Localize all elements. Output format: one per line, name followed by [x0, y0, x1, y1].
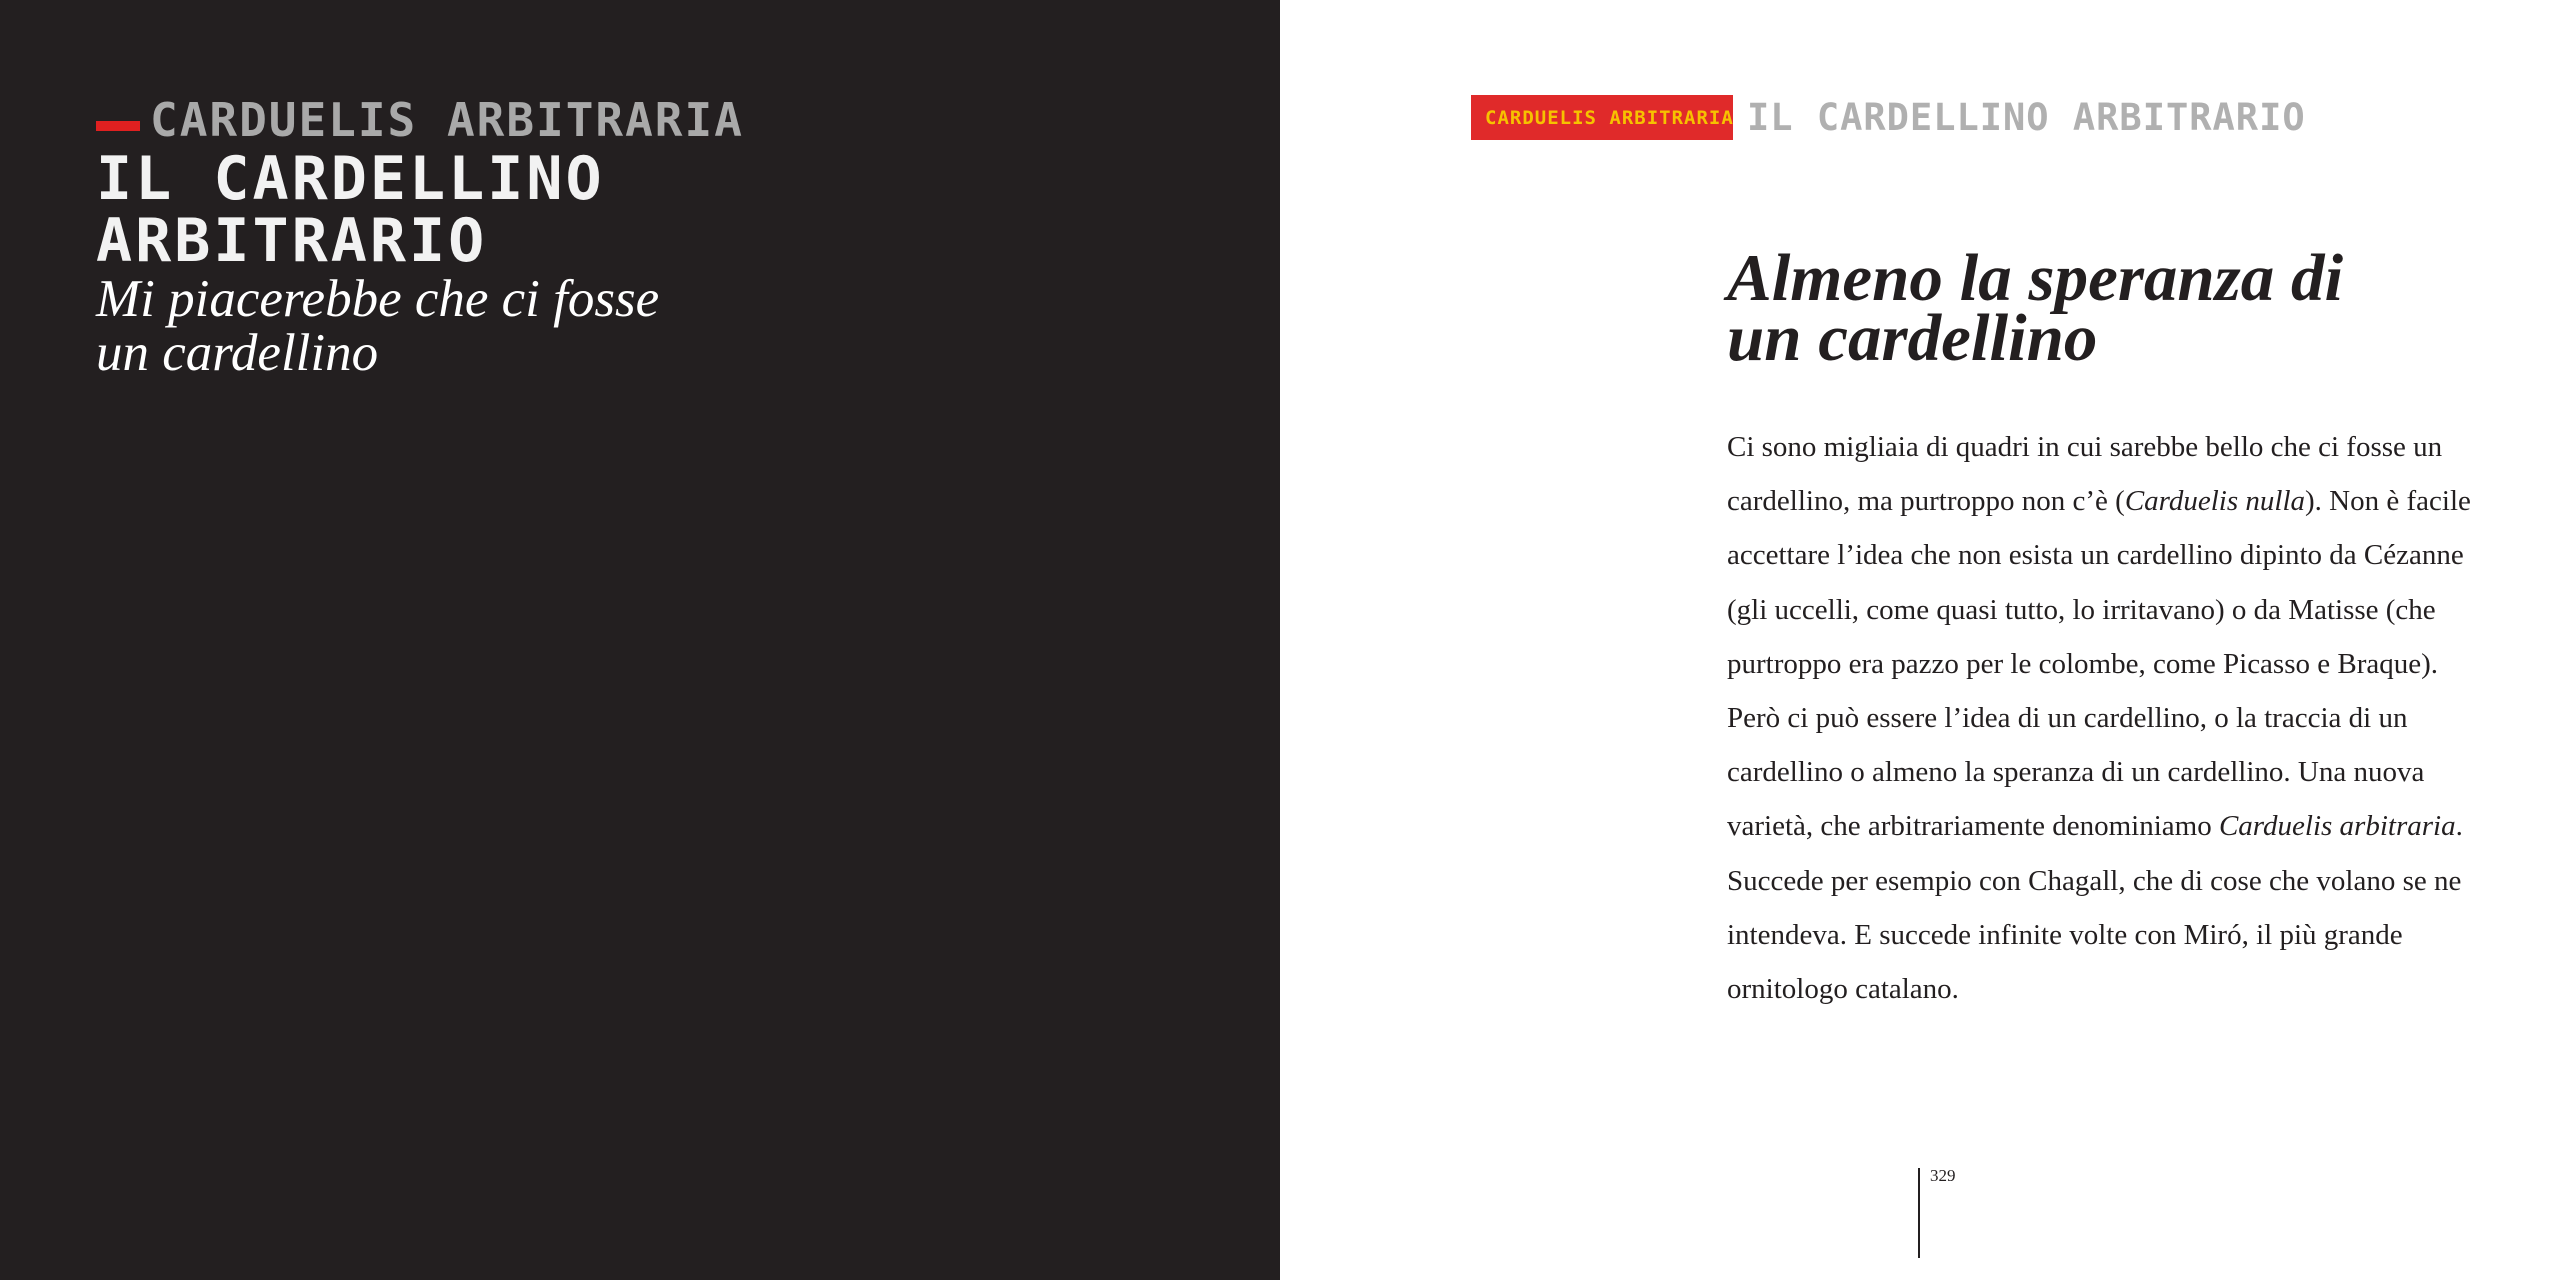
page-number: 329	[1930, 1166, 1956, 1185]
right-page	[1280, 0, 2560, 1280]
species-row	[96, 92, 744, 148]
article-body	[1727, 420, 2497, 1016]
article	[1727, 241, 2497, 1016]
article-title: Almeno la speranza di un cardellino	[1727, 241, 2344, 375]
body-run-italic: Carduelis arbitraria	[2218, 810, 2456, 843]
species-latin-name: CARDUELIS ARBITRARIA	[150, 93, 744, 147]
body-run: . Succede per esempio con Chagall, che di cose che volano se ne intendeva. E succede infinite volte con Miró, il più grande ornitologo catalano.	[1727, 810, 2463, 1006]
page-number-rule	[1918, 1168, 1920, 1258]
chapter-title: IL CARDELLINO ARBITRARIO	[96, 144, 605, 276]
running-head	[1471, 95, 2306, 140]
running-head-tag: CARDUELIS ARBITRARIA	[1471, 95, 1733, 140]
chapter-subtitle: Mi piacerebbe che ci fosse un cardellino	[96, 270, 660, 382]
body-run: ). Non è facile accettare l’idea che non esista un cardellino dipinto da Cézanne (gli uccelli, come quasi tutto, lo irritavano) o da Matisse (che purtroppo era pazzo per le colombe, come Picasso e Braque). Però ci può essere l’idea di un cardellino, o la traccia di un cardellino o almeno la speranza di un cardellino. Una nuova varietà, che arbitrariamente denominiamo	[1727, 485, 2471, 843]
body-run-italic: Carduelis nulla	[2124, 485, 2306, 518]
chapter-opener	[96, 92, 744, 380]
body-run: Ci sono migliaia di quadri in cui sarebbe bello che ci fosse un cardellino, ma purtroppo non c’è (	[1727, 431, 2443, 518]
red-dash-marker	[96, 121, 140, 131]
running-head-title: IL CARDELLINO ARBITRARIO	[1747, 96, 2306, 139]
